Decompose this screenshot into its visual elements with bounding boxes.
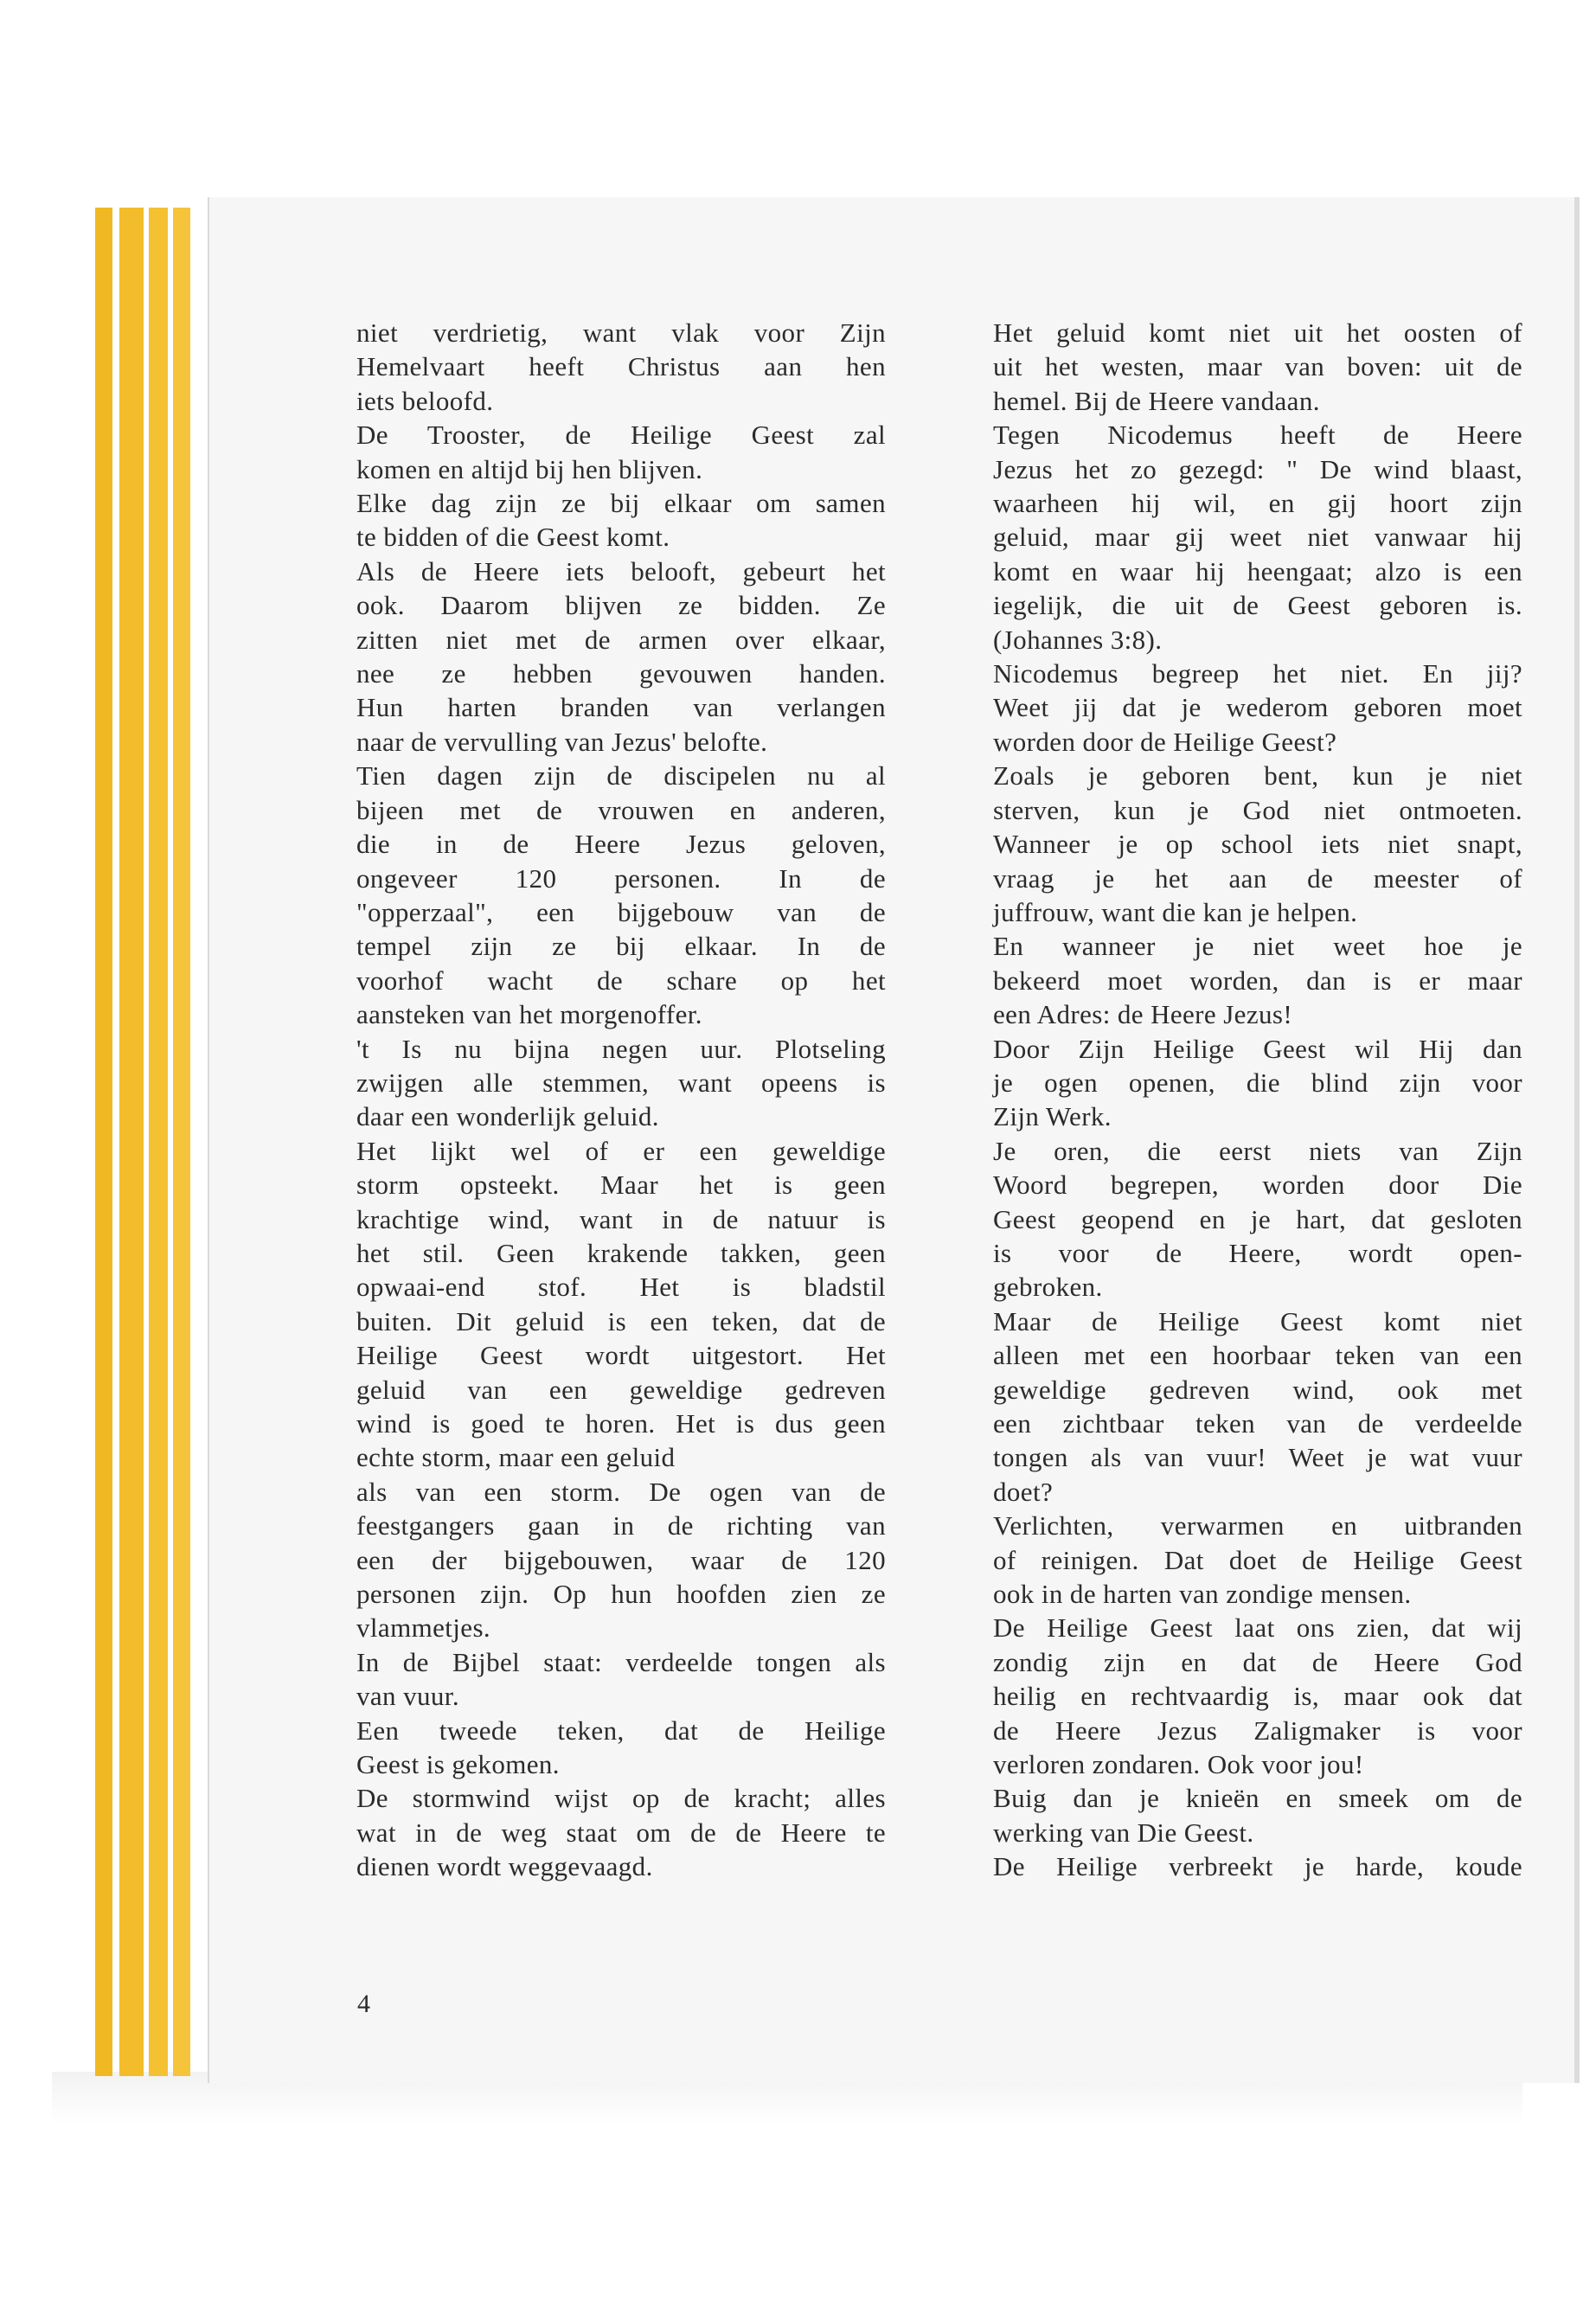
text-line: Door Zijn Heilige Geest wil Hij dan (993, 1033, 1522, 1064)
text-line: nee ze hebben gevouwen handen. (356, 658, 886, 689)
text-line: geweldige gedreven wind, ook met (993, 1374, 1522, 1405)
text-line: een der bijgebouwen, waar de 120 (356, 1544, 886, 1575)
text-line: werking van Die Geest. (993, 1817, 1254, 1848)
text-line: vlammetjes. (356, 1612, 491, 1644)
text-line: Zijn Werk. (993, 1101, 1112, 1132)
text-line: Geest is gekomen. (356, 1749, 560, 1780)
text-line: Tegen Nicodemus heeft de Heere (993, 420, 1522, 451)
text-line: personen zijn. Op hun hoofden zien ze (356, 1579, 886, 1610)
text-line: Een tweede teken, dat de Heilige (356, 1715, 886, 1746)
text-line: geluid, maar gij weet niet vanwaar hij (993, 522, 1522, 553)
text-line: de Heere Jezus Zaligmaker is voor (993, 1715, 1522, 1746)
text-line: Nicodemus begreep het niet. En jij? (993, 658, 1522, 689)
text-line: gebroken. (993, 1272, 1103, 1303)
text-line: van vuur. (356, 1681, 459, 1712)
page-edge-stripe (95, 208, 112, 2076)
text-line: niet verdrietig, want vlak voor Zijn (356, 317, 886, 348)
text-line: aansteken van het morgenoffer. (356, 999, 702, 1030)
text-line: In de Bijbel staat: verdeelde tongen als (356, 1646, 886, 1677)
text-line: Heilige Geest wordt uitgestort. Het (356, 1340, 886, 1371)
text-line: zondig zijn en dat de Heere God (993, 1646, 1522, 1677)
text-line: het stil. Geen krakende takken, geen (356, 1237, 886, 1268)
text-line: Hemelvaart heeft Christus aan hen (356, 351, 886, 382)
text-line: krachtige wind, want in de natuur is (356, 1203, 886, 1234)
text-line: Verlichten, verwarmen en uitbranden (993, 1510, 1522, 1541)
text-line: of reinigen. Dat doet de Heilige Geest (993, 1544, 1522, 1575)
text-line: daar een wonderlijk geluid. (356, 1101, 659, 1132)
text-line: is voor de Heere, wordt open- (993, 1237, 1522, 1268)
page-number: 4 (357, 1990, 370, 2018)
text-line: Als de Heere iets belooft, gebeurt het (356, 555, 886, 586)
text-line: De Heilige verbreekt je harde, koude (993, 1851, 1522, 1882)
text-line: bekeerd moet worden, dan is er maar (993, 965, 1522, 996)
text-line: iets beloofd. (356, 385, 494, 416)
text-line: zitten niet met de armen over elkaar, (356, 624, 886, 655)
left-text-column (356, 316, 886, 1884)
text-line: een zichtbaar teken van de verdeelde (993, 1408, 1522, 1439)
text-line: hemel. Bij de Heere vandaan. (993, 385, 1320, 416)
page-edge-stripe (173, 208, 190, 2076)
text-line: wat in de weg staat om de de Heere te (356, 1817, 886, 1848)
text-line: Het geluid komt niet uit het oosten of (993, 317, 1522, 348)
text-line: vraag je het aan de meester of (993, 862, 1522, 894)
text-line: tempel zijn ze bij elkaar. In de (356, 931, 886, 962)
text-line: Zoals je geboren bent, kun je niet (993, 760, 1522, 792)
text-line: juffrouw, want die kan je helpen. (993, 896, 1358, 927)
text-line: Weet jij dat je wederom geboren moet (993, 692, 1522, 723)
text-line: voorhof wacht de schare op het (356, 965, 886, 996)
text-line: Het lijkt wel of er een geweldige (356, 1135, 886, 1166)
text-line: Tien dagen zijn de discipelen nu al (356, 760, 886, 792)
text-line: sterven, kun je God niet ontmoeten. (993, 794, 1522, 825)
text-line: verloren zondaren. Ook voor jou! (993, 1749, 1364, 1780)
text-line: worden door de Heilige Geest? (993, 726, 1337, 757)
text-line: die in de Heere Jezus geloven, (356, 829, 886, 860)
text-line: Geest geopend en je hart, dat gesloten (993, 1203, 1522, 1234)
page-edge-stripe (149, 208, 168, 2076)
text-line: De stormwind wijst op de kracht; alles (356, 1783, 886, 1814)
text-line: waarheen hij wil, en gij hoort zijn (993, 488, 1522, 519)
text-line: uit het westen, maar van boven: uit de (993, 351, 1522, 382)
text-line: je ogen openen, die blind zijn voor (993, 1067, 1522, 1098)
text-line: opwaai-end stof. Het is bladstil (356, 1272, 886, 1303)
text-line: te bidden of die Geest komt. (356, 522, 670, 553)
text-line: alleen met een hoorbaar teken van een (993, 1340, 1522, 1371)
text-line: 't Is nu bijna negen uur. Plotseling (356, 1033, 886, 1064)
text-line: tongen als van vuur! Weet je wat vuur (993, 1442, 1522, 1473)
text-line: doet? (993, 1476, 1054, 1507)
text-line: feestgangers gaan in de richting van (356, 1510, 886, 1541)
text-line: De Heilige Geest laat ons zien, dat wij (993, 1612, 1522, 1644)
text-line: bijeen met de vrouwen en anderen, (356, 794, 886, 825)
text-line: komen en altijd bij hen blijven. (356, 453, 703, 484)
text-line: naar de vervulling van Jezus' belofte. (356, 726, 768, 757)
text-line: ook in de harten van zondige mensen. (993, 1579, 1412, 1610)
text-line: "opperzaal", een bijgebouw van de (356, 896, 886, 927)
text-line: een Adres: de Heere Jezus! (993, 999, 1293, 1030)
text-line: (Johannes 3:8). (993, 624, 1163, 655)
text-line: Jezus het zo gezegd: " De wind blaast, (993, 453, 1522, 484)
text-line: Buig dan je knieën en smeek om de (993, 1783, 1522, 1814)
text-line: En wanneer je niet weet hoe je (993, 931, 1522, 962)
text-line: Woord begrepen, worden door Die (993, 1170, 1522, 1201)
text-line: als van een storm. De ogen van de (356, 1476, 886, 1507)
text-line: Maar de Heilige Geest komt niet (993, 1305, 1522, 1336)
text-line: storm opsteekt. Maar het is geen (356, 1170, 886, 1201)
text-line: echte storm, maar een geluid (356, 1442, 676, 1473)
text-line: Wanneer je op school iets niet snapt, (993, 829, 1522, 860)
text-line: zwijgen alle stemmen, want opeens is (356, 1067, 886, 1098)
text-line: wind is goed te horen. Het is dus geen (356, 1408, 886, 1439)
text-line: iegelijk, die uit de Geest geboren is. (993, 590, 1522, 621)
text-line: Je oren, die eerst niets van Zijn (993, 1135, 1522, 1166)
text-line: komt en waar hij heengaat; alzo is een (993, 555, 1522, 586)
text-line: Hun harten branden van verlangen (356, 692, 886, 723)
text-line: dienen wordt weggevaagd. (356, 1851, 653, 1882)
text-line: ook. Daarom blijven ze bidden. Ze (356, 590, 886, 621)
right-text-column (993, 316, 1522, 1884)
page-edge-stripe (119, 208, 144, 2076)
text-line: ongeveer 120 personen. In de (356, 862, 886, 894)
text-line: buiten. Dit geluid is een teken, dat de (356, 1305, 886, 1336)
text-line: De Trooster, de Heilige Geest zal (356, 420, 886, 451)
text-line: geluid van een geweldige gedreven (356, 1374, 886, 1405)
text-line: heilig en rechtvaardig is, maar ook dat (993, 1681, 1522, 1712)
text-line: Elke dag zijn ze bij elkaar om samen (356, 488, 886, 519)
